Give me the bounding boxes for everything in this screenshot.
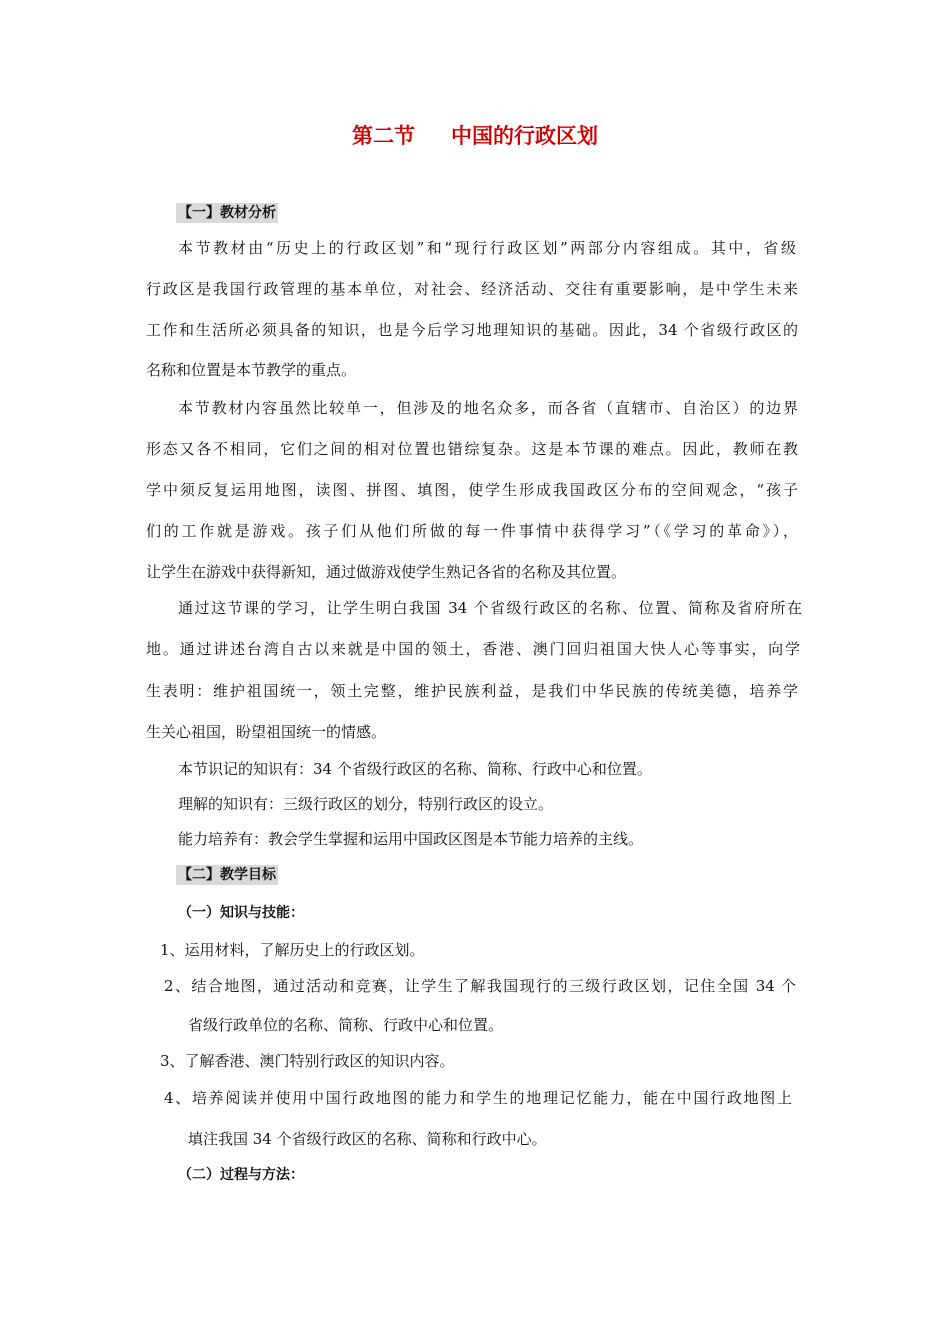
paragraph-line: 本节识记的知识有：34 个省级行政区的名称、简称、行政中心和位置。 [178,760,652,778]
goal-item: 1、运用材料，了解历史上的行政区划。 [160,941,425,959]
goal-item: 2、结合地图，通过活动和竞赛，让学生了解我国现行的三级行政区划，记住全国 34 个 [164,977,796,995]
goal-item: 3、了解香港、澳门特别行政区的知识内容。 [160,1052,455,1070]
page-title [0,120,950,150]
goal-item: 4、培养阅读并使用中国行政地图的能力和学生的地理记忆能力，能在中国行政地图上 [164,1089,792,1107]
goal-item-continued: 填注我国 34 个省级行政区的名称、简称和行政中心。 [188,1130,547,1148]
section-heading-goals: 【二】教学目标 [178,867,276,883]
goal-item-continued: 省级行政单位的名称、简称、行政中心和位置。 [188,1016,504,1034]
paragraph-line: 能力培养有：教会学生掌握和运用中国政区图是本节能力培养的主线。 [178,830,644,848]
paragraph-line: 让学生在游戏中获得新知，通过做游戏使学生熟记各省的名称及其位置。 [146,563,627,581]
paragraph-line: 地。通过讲述台湾自古以来就是中国的领土，香港、澳门回归祖国大快人心等事实，向学 [146,640,800,658]
paragraph-line: 形态又各不相同，它们之间的相对位置也错综复杂。这是本节课的难点。因此，教师在教 [146,440,798,458]
paragraph-line: 行政区是我国行政管理的基本单位，对社会、经济活动、交往有重要影响，是中学生未来 [146,280,798,298]
subsection-heading-process: （二）过程与方法： [178,1167,304,1183]
subsection-heading-knowledge: （一）知识与技能： [178,905,304,921]
paragraph-line: 学中须反复运用地图，读图、拼图、填图，使学生形成我国政区分布的空间观念，“孩子 [146,481,798,499]
paragraph-line: 通过这节课的学习，让学生明白我国 34 个省级行政区的名称、位置、简称及省府所在 [178,599,802,617]
paragraph-line: 本节教材内容虽然比较单一，但涉及的地名众多，而各省（直辖市、自治区）的边界 [178,399,798,417]
paragraph-line: 工作和生活所必须具备的知识，也是今后学习地理知识的基础。因此，34 个省级行政区的 [146,321,798,339]
section-heading-analysis: 【一】教材分析 [178,205,276,221]
paragraph-line: 名称和位置是本节教学的重点。 [146,361,357,379]
paragraph-line: 生关心祖国，盼望祖国统一的情感。 [146,723,387,741]
paragraph-line: 们的工作就是游戏。孩子们从他们所做的每一件事情中获得学习”（《学习的革命》）， [146,522,798,540]
paragraph-line: 本节教材由“历史上的行政区划”和“现行行政区划”两部分内容组成。其中，省级 [178,239,796,257]
paragraph-line: 理解的知识有：三级行政区的划分，特别行政区的设立。 [178,795,554,813]
title-section-number: 第二节 [352,124,415,148]
title-text: 中国的行政区划 [451,124,598,148]
paragraph-line: 生表明：维护祖国统一，领土完整，维护民族利益，是我们中华民族的传统美德，培养学 [146,682,798,700]
